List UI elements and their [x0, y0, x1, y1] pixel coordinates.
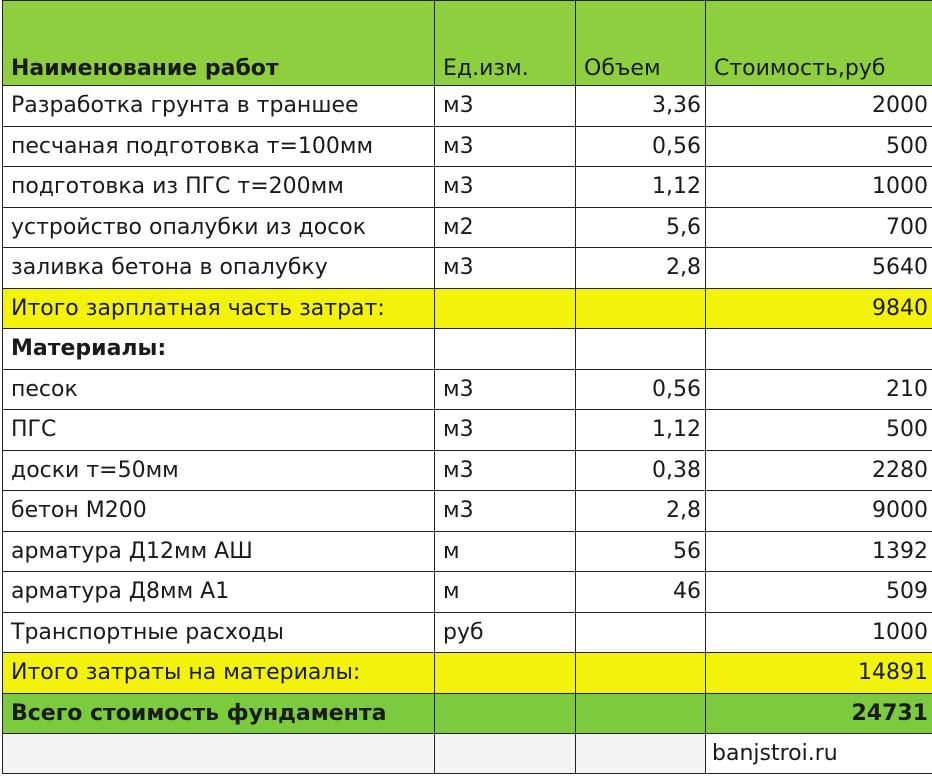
volume-cell[interactable]: 5,6: [576, 207, 706, 248]
unit-cell[interactable]: м: [435, 572, 576, 613]
empty-cell[interactable]: [435, 653, 576, 694]
grand-total-label[interactable]: Всего стоимость фундамента: [3, 693, 435, 734]
materials-subtotal-row: [3, 653, 932, 694]
cost-cell[interactable]: 2280: [706, 450, 932, 491]
table-row: [3, 531, 932, 572]
unit-cell[interactable]: м2: [435, 207, 576, 248]
volume-cell[interactable]: 56: [576, 531, 706, 572]
unit-cell[interactable]: м: [435, 531, 576, 572]
volume-cell[interactable]: 46: [576, 572, 706, 613]
table-row: [3, 126, 932, 167]
volume-cell[interactable]: [576, 612, 706, 653]
materials-section-row: [3, 329, 932, 370]
header-row: [3, 1, 932, 86]
empty-cell[interactable]: [435, 288, 576, 329]
volume-cell[interactable]: 2,8: [576, 248, 706, 289]
cost-cell[interactable]: 500: [706, 410, 932, 451]
cost-cell[interactable]: 1000: [706, 612, 932, 653]
volume-cell[interactable]: 1,12: [576, 167, 706, 208]
material-name-cell[interactable]: арматура Д8мм А1: [3, 572, 435, 613]
materials-section-label[interactable]: Материалы:: [3, 329, 435, 370]
cost-cell[interactable]: 1392: [706, 531, 932, 572]
header-name-cell[interactable]: Наименование работ: [3, 1, 435, 86]
volume-cell[interactable]: 0,38: [576, 450, 706, 491]
grand-total-row: [3, 693, 932, 734]
header-volume-cell[interactable]: Объем: [576, 1, 706, 86]
work-name-cell[interactable]: песчаная подготовка т=100мм: [3, 126, 435, 167]
unit-cell[interactable]: м3: [435, 410, 576, 451]
header-unit-cell[interactable]: Ед.изм.: [435, 1, 576, 86]
unit-cell[interactable]: м3: [435, 86, 576, 127]
materials-subtotal-label[interactable]: Итого затраты на материалы:: [3, 653, 435, 694]
table-row: [3, 248, 932, 289]
work-name-cell[interactable]: заливка бетона в опалубку: [3, 248, 435, 289]
labor-subtotal-label[interactable]: Итого зарплатная часть затрат:: [3, 288, 435, 329]
table-row: [3, 86, 932, 127]
empty-cell[interactable]: [435, 329, 576, 370]
cost-cell[interactable]: 2000: [706, 86, 932, 127]
empty-cell[interactable]: [576, 734, 706, 774]
cost-cell[interactable]: 509: [706, 572, 932, 613]
table-row: [3, 410, 932, 451]
materials-subtotal-cost[interactable]: 14891: [706, 653, 932, 694]
empty-cell[interactable]: [435, 693, 576, 734]
material-name-cell[interactable]: бетон М200: [3, 491, 435, 532]
unit-cell[interactable]: м3: [435, 126, 576, 167]
volume-cell[interactable]: 2,8: [576, 491, 706, 532]
table-row: [3, 491, 932, 532]
empty-cell[interactable]: [576, 288, 706, 329]
trailing-row: [3, 734, 932, 774]
table-row: [3, 572, 932, 613]
empty-cell[interactable]: [576, 653, 706, 694]
labor-subtotal-cost[interactable]: 9840: [706, 288, 932, 329]
unit-cell[interactable]: м3: [435, 248, 576, 289]
cost-cell[interactable]: 9000: [706, 491, 932, 532]
work-name-cell[interactable]: устройство опалубки из досок: [3, 207, 435, 248]
cost-cell[interactable]: 700: [706, 207, 932, 248]
material-name-cell[interactable]: Транспортные расходы: [3, 612, 435, 653]
table-row: [3, 450, 932, 491]
unit-cell[interactable]: м3: [435, 369, 576, 410]
grand-total-cost[interactable]: 24731: [706, 693, 932, 734]
cost-cell[interactable]: 500: [706, 126, 932, 167]
material-name-cell[interactable]: арматура Д12мм АШ: [3, 531, 435, 572]
volume-cell[interactable]: 3,36: [576, 86, 706, 127]
unit-cell[interactable]: руб: [435, 612, 576, 653]
material-name-cell[interactable]: песок: [3, 369, 435, 410]
volume-cell[interactable]: 1,12: [576, 410, 706, 451]
unit-cell[interactable]: м3: [435, 491, 576, 532]
table-row: [3, 612, 932, 653]
cost-cell[interactable]: 5640: [706, 248, 932, 289]
table-row: [3, 207, 932, 248]
cost-cell[interactable]: 210: [706, 369, 932, 410]
empty-cell[interactable]: [3, 734, 435, 774]
unit-cell[interactable]: м3: [435, 450, 576, 491]
work-name-cell[interactable]: подготовка из ПГС т=200мм: [3, 167, 435, 208]
empty-cell[interactable]: [576, 693, 706, 734]
unit-cell[interactable]: м3: [435, 167, 576, 208]
material-name-cell[interactable]: ПГС: [3, 410, 435, 451]
empty-cell[interactable]: [706, 329, 932, 370]
table-row: [3, 369, 932, 410]
table-row: [3, 167, 932, 208]
work-name-cell[interactable]: Разработка грунта в траншее: [3, 86, 435, 127]
foundation-cost-table: [2, 0, 932, 774]
watermark-text: banjstroi.ru: [706, 734, 932, 774]
header-cost-cell[interactable]: Стоимость,руб: [706, 1, 932, 86]
empty-cell[interactable]: [576, 329, 706, 370]
material-name-cell[interactable]: доски т=50мм: [3, 450, 435, 491]
empty-cell[interactable]: [435, 734, 576, 774]
labor-subtotal-row: [3, 288, 932, 329]
cost-cell[interactable]: 1000: [706, 167, 932, 208]
volume-cell[interactable]: 0,56: [576, 369, 706, 410]
volume-cell[interactable]: 0,56: [576, 126, 706, 167]
